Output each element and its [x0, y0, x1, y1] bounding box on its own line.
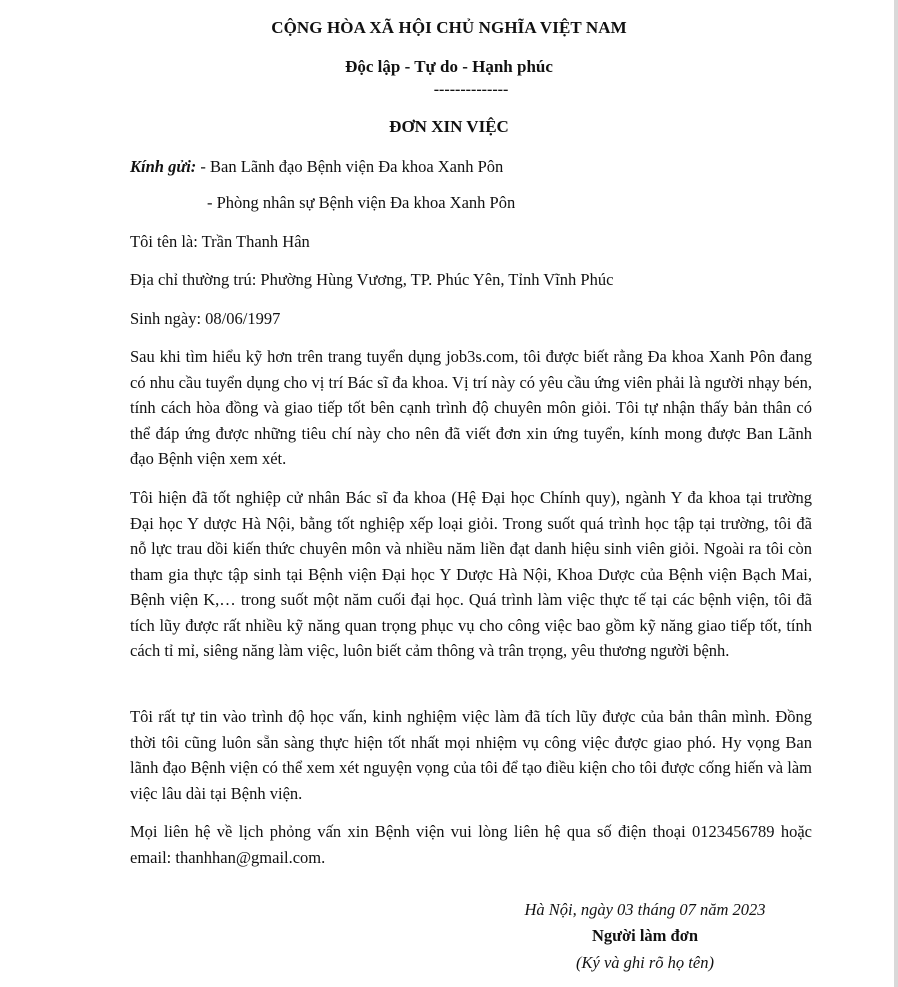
paragraph-intro: Sau khi tìm hiểu kỹ hơn trên trang tuyển dụng job3s.com, tôi được biết rằng Đa khoa Xanh Pôn đang có nhu cầu tuyển dụng cho vị trí Bác sĩ đa khoa. Vị trí này có yêu cầu ứng viên phải là người nhạy bén, tính cách hòa đồng và giao tiếp tốt bên cạnh trình độ chuyên môn giỏi. Tôi tự nhận thấy bản thân có thể đáp ứng được những tiêu chí này cho nên đã viết đơn xin ứng tuyển, kính mong được Ban Lãnh đạo Bệnh viện xem xét.: [130, 347, 812, 468]
paragraph-education: Tôi hiện đã tốt nghiệp cử nhân Bác sĩ đa khoa (Hệ Đại học Chính quy), ngành Y đa khoa tại trường Đại học Y dược Hà Nội, bằng tốt nghiệp xếp loại giỏi. Trong suốt quá trình học tập tại trường, tôi đã nỗ lực trau dồi kiến thức chuyên môn và nhiều năm liền đạt danh hiệu sinh viên giỏi. Ngoài ra tôi còn tham gia thực tập sinh tại Bệnh viện Đại học Y Dược Hà Nội, Khoa Dược của Bệnh viện Bạch Mai, Bệnh viện K,… trong suốt một năm cuối đại học. Quá trình làm việc thực tế tại các bệnh viện, tôi đã tích lũy được rất nhiều kỹ năng quan trọng phục vụ cho công việc bao gồm kỹ năng giao tiếp tốt, tính cách tỉ mỉ, siêng năng làm việc, luôn biết cảm thông và trân trọng, yêu thương người bệnh.: [130, 488, 812, 660]
applicant-address: Địa chỉ thường trú: Phường Hùng Vương, TP. Phúc Yên, Tỉnh Vĩnh Phúc: [130, 270, 614, 289]
national-motto: Độc lập - Tự do - Hạnh phúc: [345, 57, 553, 76]
paragraph-contact: Mọi liên hệ về lịch phỏng vấn xin Bệnh viện vui lòng liên hệ qua số điện thoại 0123456789 hoặc email: thanhhan@gmail.com.: [130, 822, 812, 867]
recipient-line-1: [130, 157, 503, 177]
recipient-line-2: [207, 193, 515, 213]
recipient-item: - Phòng nhân sự Bệnh viện Đa khoa Xanh Pôn: [207, 193, 516, 212]
paragraph-commitment: Tôi rất tự tin vào trình độ học vấn, kinh nghiệm việc làm đã tích lũy được của bản thân mình. Đồng thời tôi cũng luôn sẵn sàng thực hiện tốt nhất mọi nhiệm vụ công việc được giao phó. Hy vọng Ban lãnh đạo Bệnh viện có thể xem xét nguyện vọng của tôi để tạo điều kiện cho tôi được cống hiến và làm việc lâu dài tại Bệnh viện.: [130, 707, 812, 803]
applicant-dob: Sinh ngày: 08/06/1997: [130, 309, 281, 328]
national-header: CỘNG HÒA XÃ HỘI CHỦ NGHĨA VIỆT NAM: [271, 18, 627, 37]
signature-signer: Người làm đơn: [591, 926, 699, 945]
recipient-item: - Ban Lãnh đạo Bệnh viện Đa khoa Xanh Pôn: [200, 157, 504, 176]
applicant-name: Tôi tên là: Trần Thanh Hân: [130, 232, 310, 251]
page-edge-shadow: [894, 0, 898, 987]
recipient-label: Kính gửi:: [130, 157, 197, 176]
signature-note: (Ký và ghi rõ họ tên): [576, 953, 714, 972]
header-separator: --------------: [433, 81, 509, 98]
document-title: ĐƠN XIN VIỆC: [389, 117, 509, 136]
signature-date: Hà Nội, ngày 03 tháng 07 năm 2023: [524, 900, 766, 919]
